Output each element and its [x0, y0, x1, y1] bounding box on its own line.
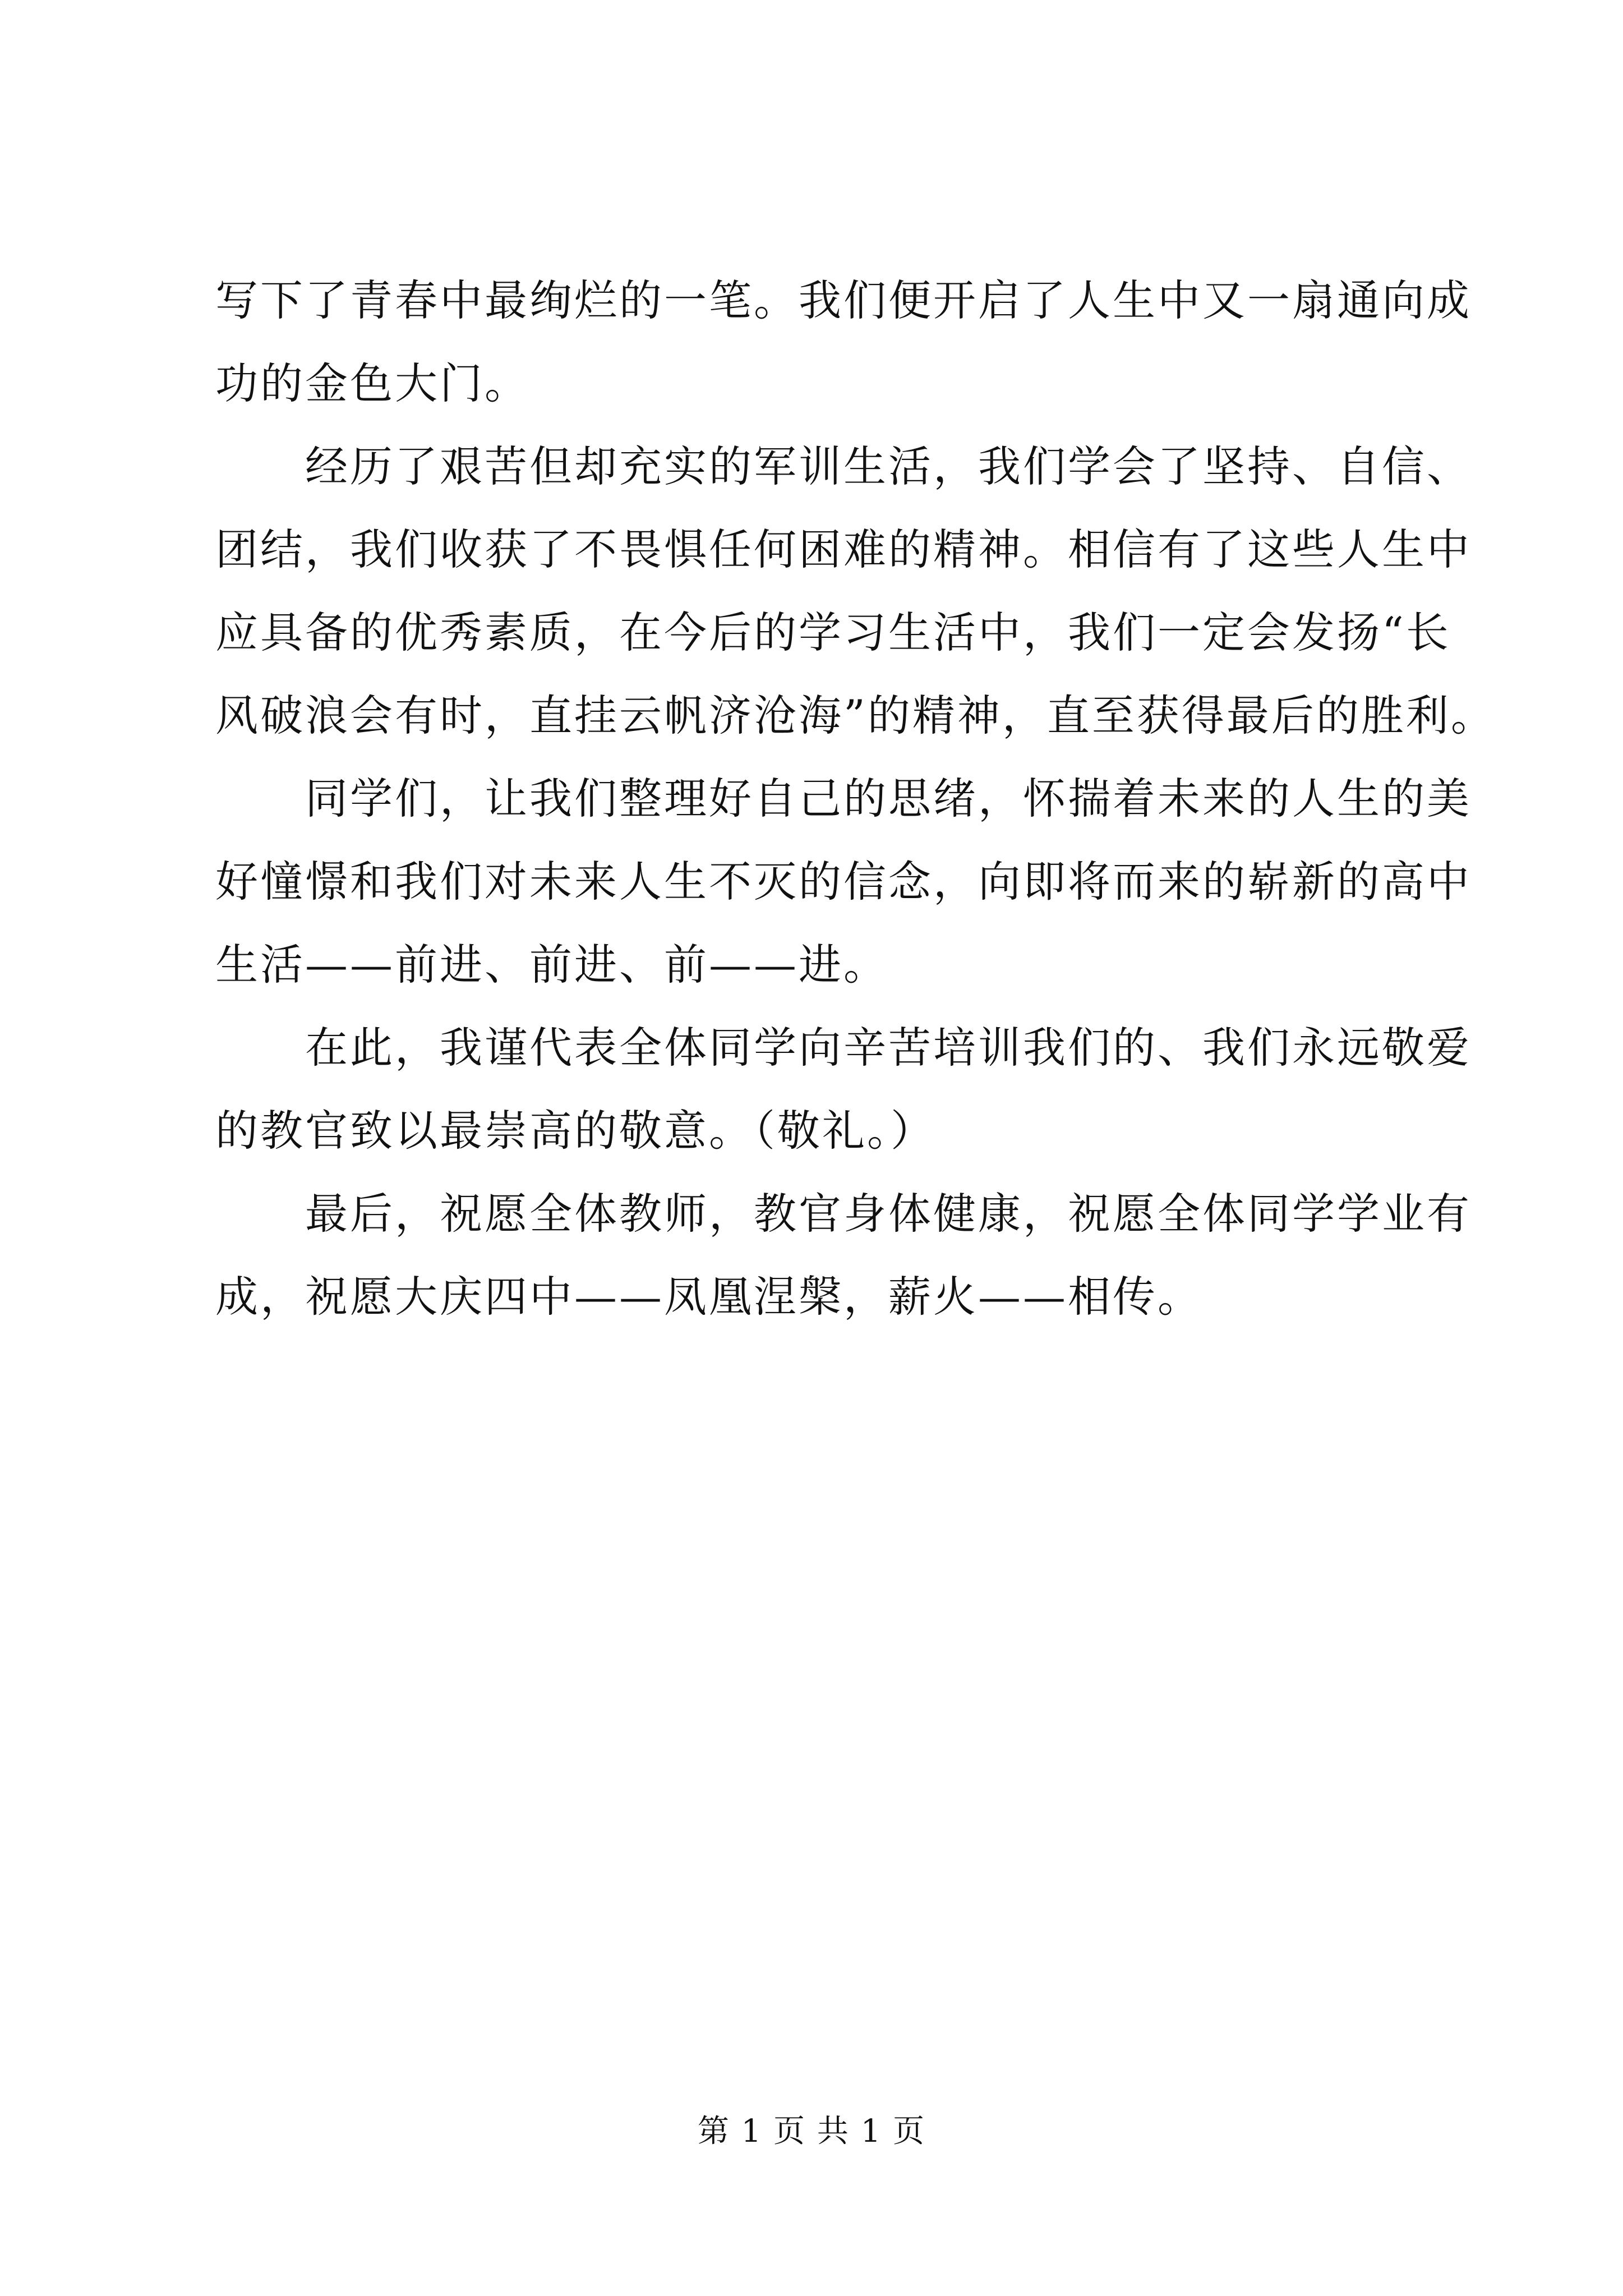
page-number-footer: 第 1 页 共 1 页: [697, 2113, 926, 2150]
text-line: 团结，我们收获了不畏惧任何困难的精神。相信有了这些人生中: [215, 524, 1472, 574]
text-line: 好憧憬和我们对未来人生不灭的信念，向即将而来的崭新的高中: [215, 857, 1472, 907]
paragraph-first-line: 同学们，让我们整理好自己的思绪，怀揣着未来的人生的美: [305, 774, 1472, 823]
text-line: 应具备的优秀素质，在今后的学习生活中，我们一定会发扬“长: [215, 608, 1451, 657]
text-line: 成，祝愿大庆四中——凤凰涅槃，薪火——相传。: [215, 1272, 1202, 1322]
text-line: 的教官致以最崇高的敬意。（敬礼。）: [215, 1106, 935, 1156]
text-line: 功的金色大门。: [215, 358, 529, 408]
text-line: 风破浪会有时，直挂云帆济沧海”的精神，直至获得最后的胜利。: [215, 691, 1496, 740]
text-line: 写下了青春中最绚烂的一笔。我们便开启了人生中又一扇通向成: [215, 275, 1472, 325]
document-body: [215, 259, 1496, 1338]
paragraph-first-line: 经历了艰苦但却充实的军训生活，我们学会了坚持、自信、: [305, 441, 1472, 491]
paragraph-first-line: 最后，祝愿全体教师，教官身体健康，祝愿全体同学学业有: [305, 1189, 1472, 1239]
paragraph-first-line: 在此，我谨代表全体同学向辛苦培训我们的、我们永远敬爱: [305, 1023, 1472, 1073]
text-line: 生活——前进、前进、前——进。: [215, 940, 888, 990]
